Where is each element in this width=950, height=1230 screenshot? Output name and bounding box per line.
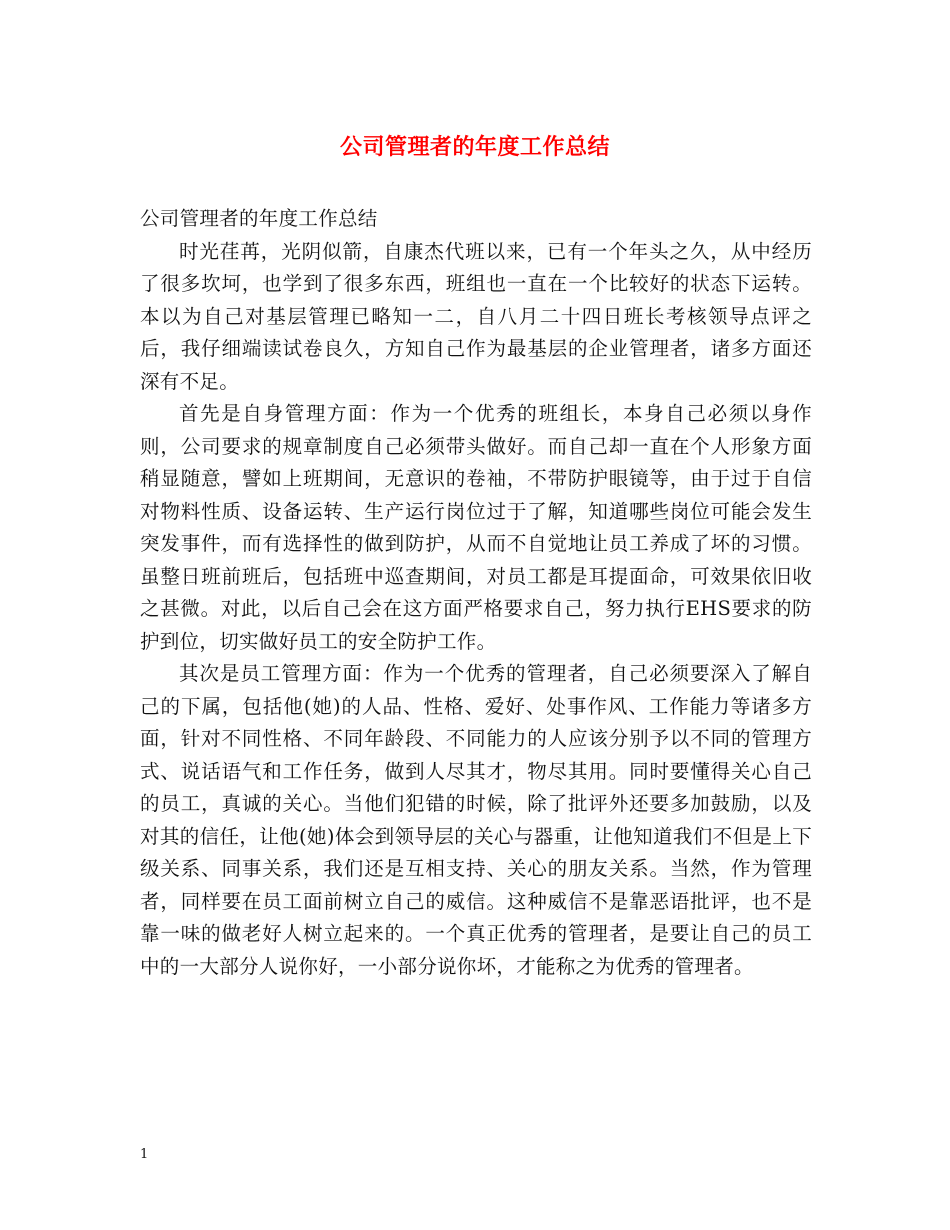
paragraph-self-management: 首先是自身管理方面：作为一个优秀的班组长，本身自己必须以身作则，公司要求的规章制度自己必须带头做好。而自己却一直在个人形象方面稍显随意，譬如上班期间，无意识的卷袖，不带防护眼镜等，由于过于自信对物料性质、设备运转、生产运行岗位过于了解，知道哪些岗位可能会发生突发事件，而有选择性的做到防护，从而不自觉地让员工养成了坏的习惯。虽整日班前班后，包括班中巡查期间，对员工都是耳提面命，可效果依旧收之甚微。对此，以后自己会在这方面严格要求自己，努力执行EHS要求的防护到位，切实做好员工的安全防护工作。 xyxy=(140,402,812,653)
document-title: 公司管理者的年度工作总结 xyxy=(339,134,610,160)
paragraph-intro: 时光荏苒，光阴似箭，自康杰代班以来，已有一个年头之久，从中经历了很多坎坷，也学到了很多东西，班组也一直在一个比较好的状态下运转。本以为自己对基层管理已略知一二，自八月二十四日班长考核领导点评之后，我仔细端读试卷良久，方知自己作为最基层的企业管理者，诸多方面还深有不足。 xyxy=(140,239,812,393)
paragraph-staff-management: 其次是员工管理方面：作为一个优秀的管理者，自己必须要深入了解自己的下属，包括他(她)的人品、性格、爱好、处事作风、工作能力等诸多方面，针对不同性格、不同年龄段、不同能力的人应该分别予以不同的管理方式、说话语气和工作任务，做到人尽其才，物尽其用。同时要懂得关心自己的员工，真诚的关心。当他们犯错的时候，除了批评外还要多加鼓励，以及对其的信任，让他(她)体会到领导层的关心与器重，让他知道我们不但是上下级关系、同事关系，我们还是互相支持、关心的朋友关系。当然，作为管理者，同样要在员工面前树立自己的威信。这种威信不是靠恶语批评，也不是靠一味的做老好人树立起来的。一个真正优秀的管理者，是要让自己的员工中的一大部分人说你好，一小部分说你坏，才能称之为优秀的管理者。 xyxy=(140,662,812,978)
document-body xyxy=(140,203,812,983)
page-number: 1 xyxy=(140,1147,149,1162)
document-subtitle: 公司管理者的年度工作总结 xyxy=(140,207,378,230)
